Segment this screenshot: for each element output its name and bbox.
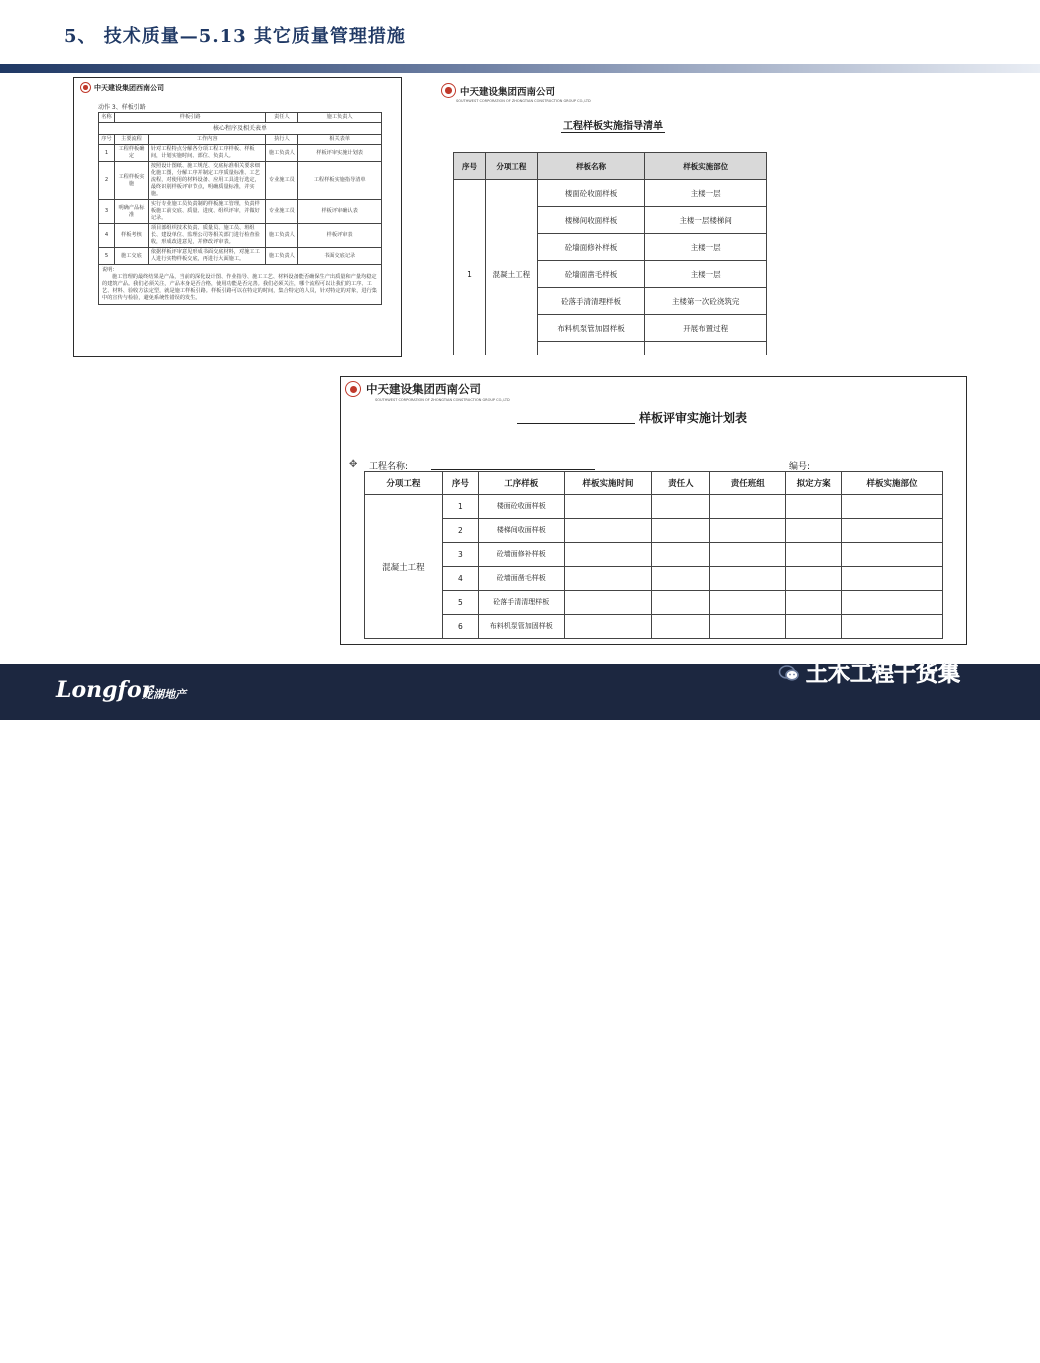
header-cell: 序号 <box>442 472 478 495</box>
title-blank-line <box>517 423 635 424</box>
row-content: 实行专业施工员负责制的样板施工管理，负责样板施工前交底、质量、进度、组织评审，并做好记录。 <box>148 200 266 224</box>
row-no: 5 <box>99 248 115 265</box>
row-exec: 施工负责人 <box>266 224 298 248</box>
company-name: 中天建设集团西南公司 <box>460 86 556 98</box>
empty-cell[interactable] <box>786 567 842 591</box>
empty-cell[interactable] <box>710 591 786 615</box>
row-flow: 施工交底 <box>114 248 148 265</box>
empty-cell[interactable] <box>786 591 842 615</box>
sample-place: 主楼一层楼梯间 <box>645 207 767 234</box>
item-name: 砼墙面凿毛样板 <box>478 567 564 591</box>
empty-cell[interactable] <box>786 543 842 567</box>
company-logo <box>441 83 555 98</box>
empty-cell[interactable] <box>710 495 786 519</box>
empty-cell[interactable] <box>842 567 943 591</box>
row-exec: 施工负责人 <box>266 248 298 265</box>
name-value: 样板引路 <box>114 113 265 123</box>
empty-cell[interactable] <box>564 615 652 639</box>
row-form: 样板评审实施计划表 <box>298 145 382 162</box>
header-cell: 分项工程 <box>365 472 443 495</box>
row-content: 按照设计图纸、施工规范、交底标准相关要求细化施工图，分解工序并制定工序质量标准、工艺流程，对使用的材料设备、应用工具进行选定，最终识别样板评审节点，明确质量标准，并实施。 <box>148 162 266 200</box>
empty-cell[interactable] <box>564 591 652 615</box>
review-plan-table <box>364 471 943 639</box>
item-no: 5 <box>442 591 478 615</box>
empty-cell[interactable] <box>564 495 652 519</box>
title-underline <box>561 132 665 133</box>
empty-cell[interactable] <box>710 615 786 639</box>
company-name: 中天建设集团西南公司 <box>366 382 481 396</box>
table-row <box>365 567 943 591</box>
row-content: 依据样板评审意见形成书面交底材料，对施工工人进行实物样板交底，再进行大面施工。 <box>148 248 266 265</box>
item-name: 砼落手清清理样板 <box>478 591 564 615</box>
row-flow: 工程样板确定 <box>114 145 148 162</box>
table-row <box>365 615 943 639</box>
empty-cell[interactable] <box>842 591 943 615</box>
sample-place: 主楼第一次砼浇筑完 <box>645 288 767 315</box>
empty-cell[interactable] <box>842 495 943 519</box>
item-name: 楼梯间收面样板 <box>478 519 564 543</box>
row-flow: 样板考核 <box>114 224 148 248</box>
empty-cell[interactable] <box>842 519 943 543</box>
procedure-table <box>98 112 382 305</box>
sample-place: 主楼一层 <box>645 180 767 207</box>
move-handle-icon[interactable]: ✥ <box>349 459 358 470</box>
header-cell: 工序样板 <box>478 472 564 495</box>
slide-title: 5、 技术质量—5.13 其它质量管理措施 <box>64 26 406 47</box>
empty-cell[interactable] <box>710 567 786 591</box>
watermark-text: 土木工程干货集 <box>806 662 961 687</box>
header-cell: 样板实施部位 <box>842 472 943 495</box>
sample-place <box>645 342 767 356</box>
note-row <box>99 265 382 305</box>
row-flow: 工程样板实施 <box>114 162 148 200</box>
footer-caption: 龙湖总包投标技术标管理策划汇报 | 71 <box>780 1350 962 1362</box>
empty-cell[interactable] <box>564 519 652 543</box>
empty-cell[interactable] <box>652 543 710 567</box>
plan-title: 样板评审实施计划表 <box>639 411 748 425</box>
item-no: 4 <box>442 567 478 591</box>
header-row <box>365 472 943 495</box>
row-exec: 专业施工员 <box>266 200 298 224</box>
row-no: 1 <box>454 180 486 356</box>
row-content: 项目部组织技术负责、质量员、施工员、班组长、建设单位、监理公司等相关部门进行检查验收，形成改进意见，并修改评审表。 <box>148 224 266 248</box>
company-logo-icon <box>80 82 91 93</box>
sub-project: 混凝土工程 <box>485 180 537 356</box>
company-name-en: SOUTHWEST CORPORATION OF ZHONGTIAN CONSTRUCTION GROUP CO.,LTD <box>375 398 510 402</box>
owner-value: 施工负责人 <box>298 113 382 123</box>
sample-name: 楼面砼收面样板 <box>537 180 645 207</box>
doc-review-plan <box>340 376 967 645</box>
header-cell: 样板实施时间 <box>564 472 652 495</box>
project-name-line <box>431 469 595 470</box>
wechat-icon <box>778 662 800 684</box>
table-row <box>365 591 943 615</box>
row-no: 1 <box>99 145 115 162</box>
company-logo-icon <box>345 381 361 397</box>
empty-cell[interactable] <box>710 519 786 543</box>
empty-cell[interactable] <box>786 519 842 543</box>
empty-cell[interactable] <box>652 567 710 591</box>
sample-name <box>537 342 645 356</box>
row-form: 样板评审表 <box>298 224 382 248</box>
company-logo <box>345 381 481 397</box>
company-name: 中天建设集团西南公司 <box>94 83 164 92</box>
note-label: 说明： <box>102 267 118 273</box>
company-logo <box>80 82 164 93</box>
table-row <box>99 248 382 265</box>
sample-place: 主楼一层 <box>645 261 767 288</box>
table-row <box>99 145 382 162</box>
item-no: 6 <box>442 615 478 639</box>
table-row <box>365 495 943 519</box>
action-label: 动作 3、样板引路 <box>98 104 146 111</box>
row-no: 4 <box>99 224 115 248</box>
sample-name: 砼墙面凿毛样板 <box>537 261 645 288</box>
header-cell: 样板实施部位 <box>645 153 767 180</box>
owner-label: 责任人 <box>266 113 298 123</box>
item-name: 布料机泵管加固样板 <box>478 615 564 639</box>
sample-place: 主楼一层 <box>645 234 767 261</box>
sample-name: 砼落手清清理样板 <box>537 288 645 315</box>
table-row <box>365 543 943 567</box>
doc-sample-guide-list <box>435 77 783 355</box>
sample-name: 砼墙面修补样板 <box>537 234 645 261</box>
row-exec: 专业施工员 <box>266 162 298 200</box>
sample-place: 开展布置过程 <box>645 315 767 342</box>
empty-cell[interactable] <box>710 543 786 567</box>
company-name-en: SOUTHWEST CORPORATION OF ZHONGTIAN CONSTRUCTION GROUP CO.,LTD <box>456 99 591 103</box>
row-form: 样板评审确认表 <box>298 200 382 224</box>
item-no: 2 <box>442 519 478 543</box>
company-logo-icon <box>441 83 456 98</box>
project-name-label: 工程名称: <box>369 462 409 472</box>
table-row <box>99 224 382 248</box>
row-form: 工程样板实施指导清单 <box>298 162 382 200</box>
header-cell: 序号 <box>454 153 486 180</box>
note-cell <box>99 265 382 305</box>
name-label: 名称 <box>99 113 115 123</box>
list-title: 工程样板实施指导清单 <box>563 121 663 132</box>
header-cell: 主要流程 <box>114 135 148 145</box>
empty-cell[interactable] <box>564 567 652 591</box>
name-row <box>99 113 382 123</box>
item-name: 楼面砼收面样板 <box>478 495 564 519</box>
header-cell: 样板名称 <box>537 153 645 180</box>
header-cell: 责任人 <box>652 472 710 495</box>
header-row <box>454 153 767 180</box>
number-label: 编号: <box>789 462 811 472</box>
note-text: 施工管理的最终结果是产品，当前的深化设计图、作业指导、施工工艺、材料设备能否确保生产出质量和产量均稳定的建筑产品。我们必须关注，产品本身是否合格，使用功能是否完善。我们必须关注，哪个流程可以让我们的工序、工艺、材料、验收方法定型，就是施工样板引路。样板引路可以在特定的时间，集合特定的人员，针对特定的对象，进行集中的宣传与检验，避免系统性错误的发生。 <box>102 274 377 301</box>
table-row <box>99 200 382 224</box>
header-cell: 拟定方案 <box>786 472 842 495</box>
header-cell: 分项工程 <box>485 153 537 180</box>
row-form: 书面交底记录 <box>298 248 382 265</box>
row-flow: 明确产品标准 <box>114 200 148 224</box>
longfor-logo: Longfor <box>56 677 154 703</box>
sample-name: 楼梯间收面样板 <box>537 207 645 234</box>
empty-cell[interactable] <box>652 591 710 615</box>
empty-cell[interactable] <box>786 615 842 639</box>
table-row <box>454 180 767 207</box>
header-cell: 责任班组 <box>710 472 786 495</box>
item-name: 砼墙面修补样板 <box>478 543 564 567</box>
header-row <box>99 135 382 145</box>
row-no: 3 <box>99 200 115 224</box>
header-cell: 执行人 <box>266 135 298 145</box>
empty-cell[interactable] <box>786 495 842 519</box>
empty-cell[interactable] <box>842 543 943 567</box>
empty-cell[interactable] <box>842 615 943 639</box>
sample-name: 布料机泵管加固样板 <box>537 315 645 342</box>
row-exec: 施工负责人 <box>266 145 298 162</box>
table-row <box>99 162 382 200</box>
sub-project: 混凝土工程 <box>365 495 443 639</box>
header-cell: 相关表单 <box>298 135 382 145</box>
guide-table <box>453 152 767 355</box>
row-no: 2 <box>99 162 115 200</box>
empty-cell[interactable] <box>652 495 710 519</box>
table-row <box>365 519 943 543</box>
title-rule <box>0 64 1040 73</box>
longfor-logo-cn: 龙湖地产 <box>142 688 186 701</box>
header-cell: 工作内容 <box>148 135 266 145</box>
empty-cell[interactable] <box>652 615 710 639</box>
doc-quality-procedure <box>73 77 402 357</box>
row-content: 针对工程特点分解各分项工程工序样板、样板间，计划实施时间、部位、负责人。 <box>148 145 266 162</box>
empty-cell[interactable] <box>564 543 652 567</box>
section-title: 核心程序及相关表单 <box>99 123 382 135</box>
empty-cell[interactable] <box>652 519 710 543</box>
header-cell: 序号 <box>99 135 115 145</box>
item-no: 3 <box>442 543 478 567</box>
item-no: 1 <box>442 495 478 519</box>
